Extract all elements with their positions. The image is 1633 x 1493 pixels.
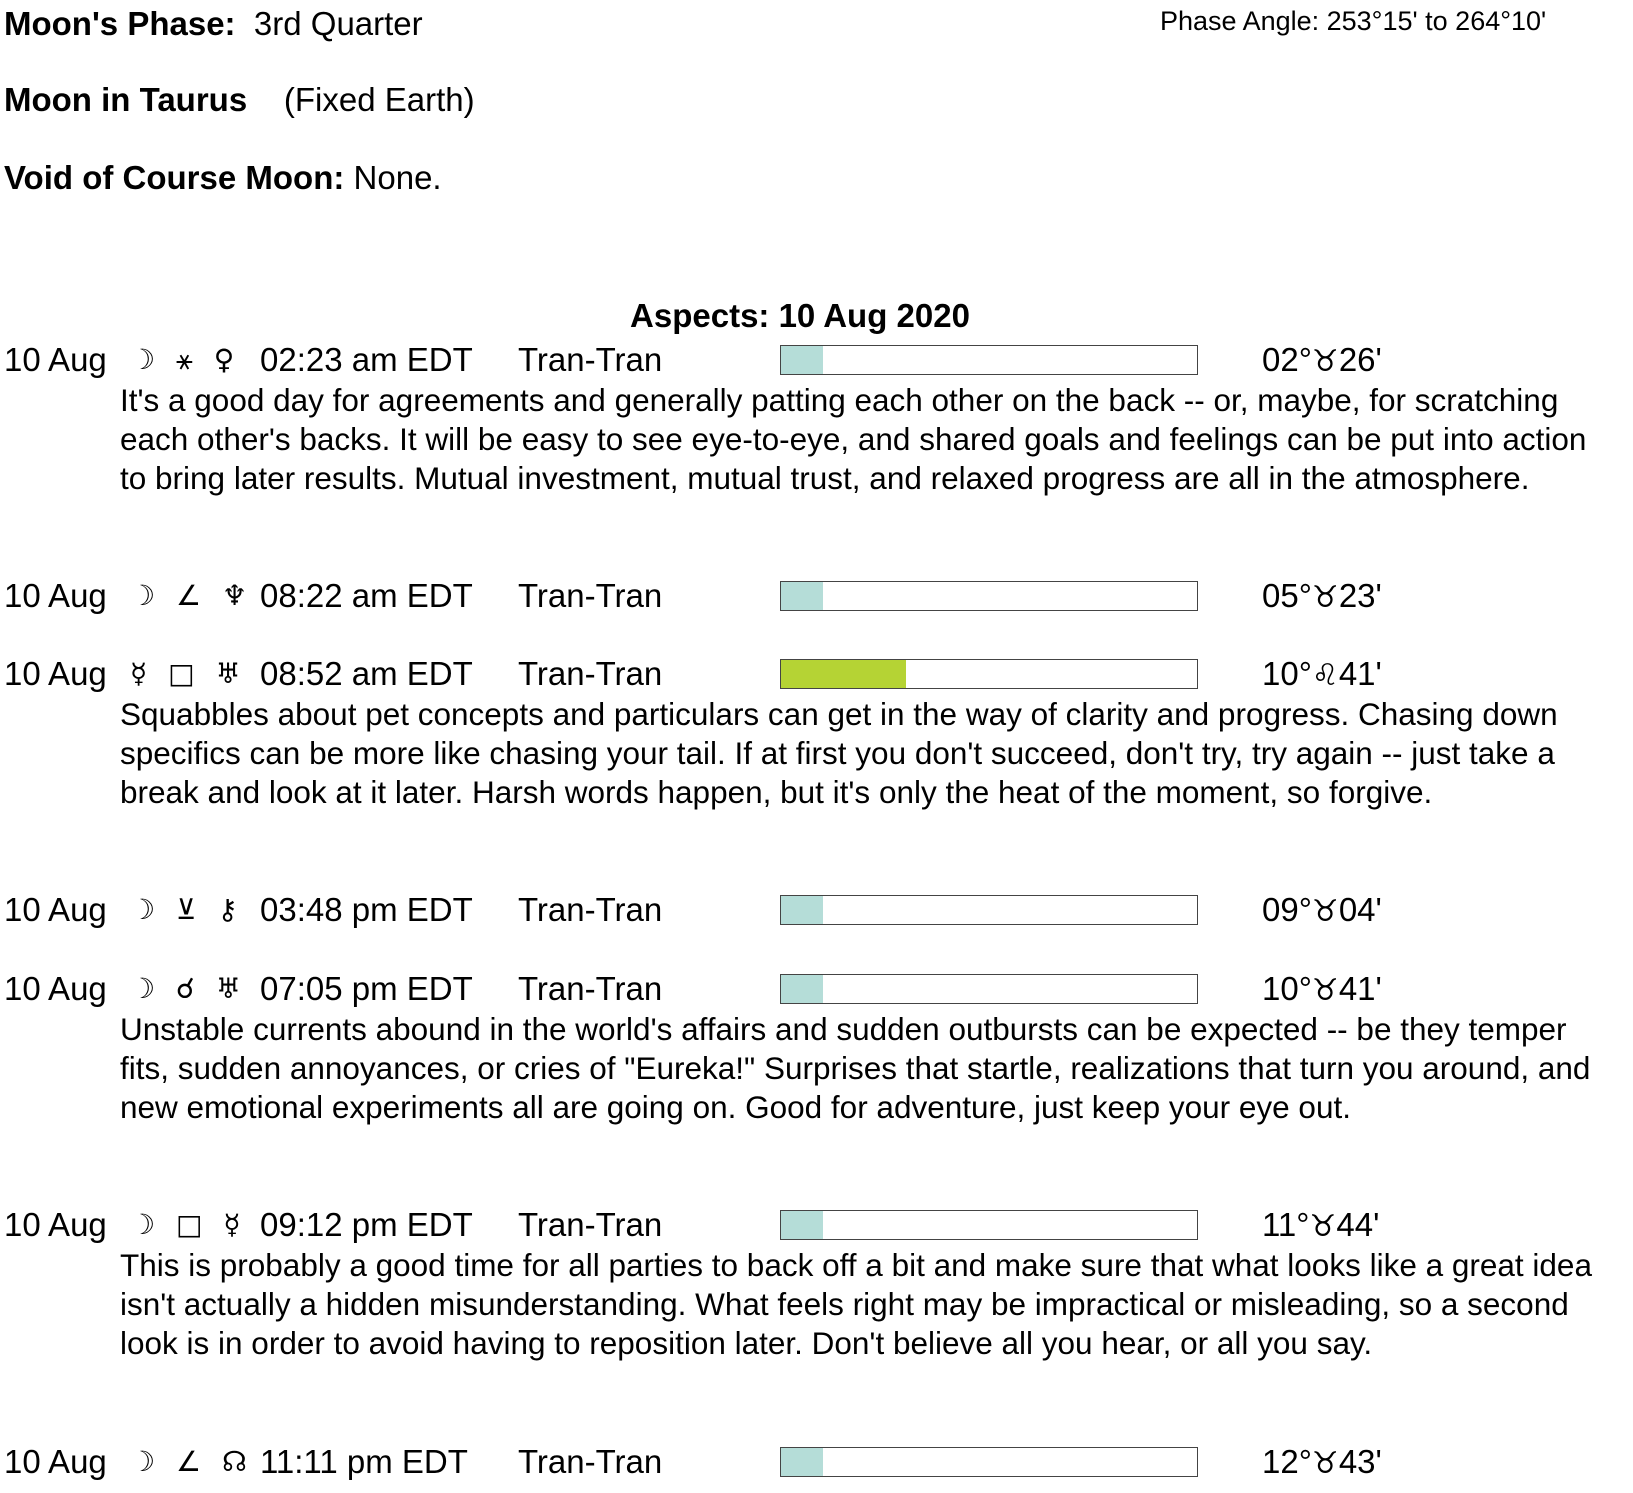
aspect-glyphs: ☽ □ ☿: [130, 1208, 247, 1241]
aspect-time: 03:48 pm EDT: [260, 891, 473, 928]
aspect-time: 08:22 am EDT: [260, 577, 473, 614]
aspect-glyphs: ☽ ∠ ☊: [130, 1445, 253, 1478]
zodiac-sign-icon: ♉: [1311, 344, 1339, 379]
zodiac-sign-icon: ♉: [1311, 1446, 1339, 1481]
aspect-date: 10 Aug: [4, 970, 107, 1007]
aspect-interpretation: Unstable currents abound in the world's affairs and sudden outbursts can be expected -- be they temper fits, sudden annoyances, or cries of "Eureka!" Surprises that startle, realizations that turn you around, and new emotional experiments all are going on. Good for adventure, just keep your eye out.: [120, 1011, 1591, 1125]
aspect-strength-bar: [780, 1210, 1198, 1240]
aspect-position: [1262, 969, 1382, 1011]
aspect-type: Tran-Tran: [518, 891, 663, 928]
moon-phase-label: Moon's Phase:: [4, 5, 236, 42]
aspect-strength-bar: [780, 345, 1198, 375]
aspect-strength-fill: [781, 1448, 823, 1476]
aspect-strength-bar: [780, 895, 1198, 925]
moon-phase-line: [4, 4, 423, 44]
aspect-type: Tran-Tran: [518, 655, 663, 692]
aspect-interpretation: This is probably a good time for all parties to back off a bit and make sure that what looks like a great idea isn't actually a hidden misunderstanding. What feels right may be impractical or misleading, so a second look is in order to avoid having to reposition later. Don't believe all you hear, or all you say.: [120, 1247, 1592, 1361]
zodiac-sign-icon: ♉: [1309, 1209, 1337, 1244]
zodiac-sign-icon: ♉: [1311, 580, 1339, 615]
aspect-date: 10 Aug: [4, 891, 107, 928]
aspect-position: [1262, 1442, 1382, 1484]
moon-phase-value: 3rd Quarter: [253, 5, 423, 42]
moon-sign-value: (Fixed Earth): [283, 81, 475, 118]
aspect-type: Tran-Tran: [518, 970, 663, 1007]
aspect-degree: 05°: [1262, 577, 1312, 614]
aspect-strength-fill: [781, 660, 906, 688]
aspect-time: 07:05 pm EDT: [260, 970, 473, 1007]
aspect-position: [1262, 654, 1382, 696]
aspect-strength-bar: [780, 1447, 1198, 1477]
aspect-type: Tran-Tran: [518, 577, 663, 614]
aspect-position: [1262, 890, 1382, 932]
aspect-strength-fill: [781, 975, 823, 1003]
aspect-strength-fill: [781, 582, 823, 610]
aspect-time: 09:12 pm EDT: [260, 1206, 473, 1243]
aspect-time: 02:23 am EDT: [260, 341, 473, 378]
aspect-time: 08:52 am EDT: [260, 655, 473, 692]
aspect-minutes: 44': [1336, 1206, 1380, 1243]
aspect-date: 10 Aug: [4, 577, 107, 614]
aspect-position: [1262, 576, 1382, 618]
aspects-title: Aspects: 10 Aug 2020: [630, 297, 970, 334]
aspect-degree: 10°: [1262, 655, 1312, 692]
void-of-course-line: [4, 158, 442, 198]
aspect-strength-bar: [780, 974, 1198, 1004]
void-of-course-label: Void of Course Moon:: [4, 159, 345, 196]
aspect-minutes: 26': [1338, 341, 1382, 378]
aspect-glyphs: ☿ □ ♅: [130, 657, 247, 690]
aspect-type: Tran-Tran: [518, 1443, 663, 1480]
aspect-interpretation: Squabbles about pet concepts and particulars can get in the way of clarity and progress. Chasing down specifics can be more like chasing your tail. If at first you don't succeed, don't try, try again -- just take a break and look at it later. Harsh words happen, but it's only the heat of the moment, so forgive.: [120, 696, 1558, 810]
aspect-minutes: 23': [1338, 577, 1382, 614]
zodiac-sign-icon: ♉: [1311, 973, 1339, 1008]
aspect-type: Tran-Tran: [518, 341, 663, 378]
aspect-date: 10 Aug: [4, 341, 107, 378]
aspect-date: 10 Aug: [4, 1206, 107, 1243]
aspect-time: 11:11 pm EDT: [260, 1443, 468, 1480]
aspect-position: [1262, 1205, 1379, 1247]
aspect-date: 10 Aug: [4, 1443, 107, 1480]
aspect-degree: 10°: [1262, 970, 1312, 1007]
aspect-degree: 11°: [1262, 1206, 1310, 1243]
aspect-interpretation: It's a good day for agreements and generally patting each other on the back -- or, maybe, for scratching each other's backs. It will be easy to see eye-to-eye, and shared goals and feelings can be put into action to bring later results. Mutual investment, mutual trust, and relaxed progress are all in the atmosphere.: [120, 382, 1587, 496]
aspect-minutes: 41': [1338, 970, 1382, 1007]
aspect-date: 10 Aug: [4, 655, 107, 692]
aspect-strength-fill: [781, 896, 823, 924]
aspect-degree: 12°: [1262, 1443, 1312, 1480]
zodiac-sign-icon: ♌: [1311, 658, 1339, 693]
aspect-degree: 09°: [1262, 891, 1312, 928]
zodiac-sign-icon: ♉: [1311, 894, 1339, 929]
aspect-type: Tran-Tran: [518, 1206, 663, 1243]
aspect-minutes: 04': [1338, 891, 1382, 928]
aspect-glyphs: ☽ ☌ ♅: [130, 972, 247, 1005]
moon-sign-line: [4, 80, 475, 120]
aspect-minutes: 43': [1338, 1443, 1382, 1480]
void-of-course-value: None.: [353, 159, 442, 196]
aspect-strength-bar: [780, 659, 1198, 689]
aspect-strength-bar: [780, 581, 1198, 611]
aspect-glyphs: ☽ ∠ ♆: [130, 579, 254, 612]
moon-sign-label: Moon in Taurus: [4, 81, 248, 118]
aspect-degree: 02°: [1262, 341, 1312, 378]
phase-angle: Phase Angle: 253°15' to 264°10': [1160, 6, 1547, 36]
aspect-position: [1262, 340, 1382, 382]
aspect-glyphs: ☽ ⚹ ♀: [130, 343, 241, 376]
aspect-glyphs: ☽ ⊻ ⚷: [130, 893, 244, 926]
aspect-strength-fill: [781, 346, 823, 374]
aspect-strength-fill: [781, 1211, 823, 1239]
aspect-minutes: 41': [1338, 655, 1382, 692]
